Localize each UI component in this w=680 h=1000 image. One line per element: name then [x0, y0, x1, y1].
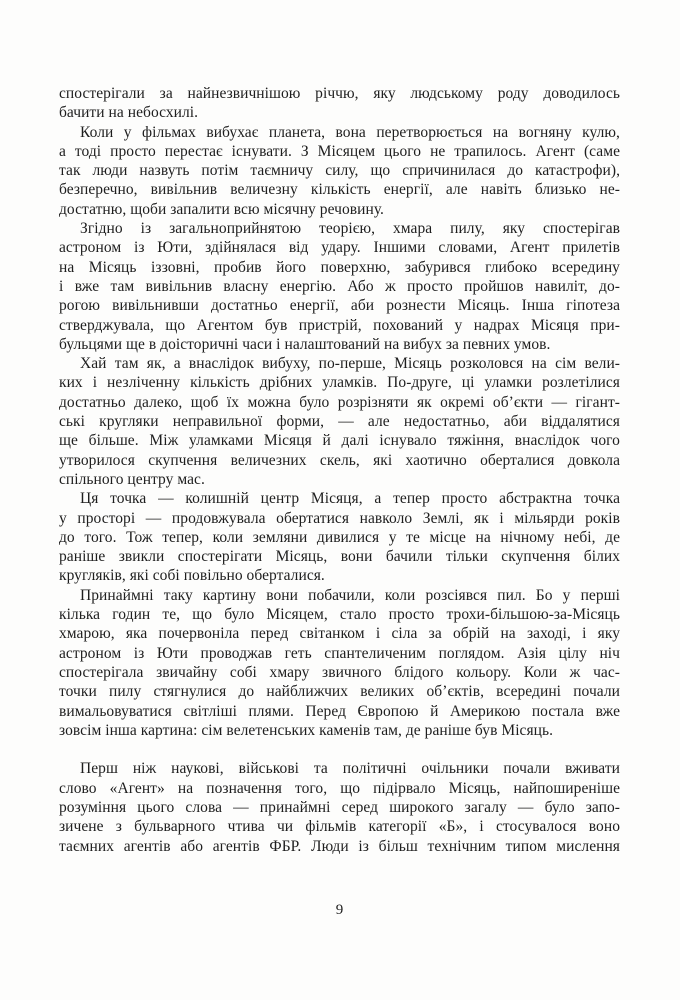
- text-line: ких і незліченну кількість дрібних уламків. По-друге, ці уламки розлетілися: [59, 374, 620, 392]
- text-line: Згідно із загальноприйнятою теорією, хмара пилу, яку спостерігав: [80, 220, 620, 238]
- text-line: а тоді просто перестає існувати. З Місяцем цього не трапилось. Агент (саме: [59, 142, 620, 160]
- text-line: утворилося скупчення величезних скель, які хаотично оберталися довкола: [59, 451, 620, 469]
- text-line: бульцями ще в доісторичні часи і налаштований на вибух за певних умов.: [59, 335, 551, 353]
- text-line: зичене з бульварного чтива чи фільмів категорії «Б», і стосувалося воно: [59, 818, 620, 836]
- paragraph: [59, 586, 620, 740]
- paragraph: [59, 219, 620, 354]
- text-line: на Місяць іззовні, пробив його поверхню, забурився глибоко всередину: [59, 258, 620, 276]
- text-line: Хай там як, а внаслідок вибуху, по-перше, Місяць розколовся на сім вели-: [80, 355, 620, 373]
- text-line: Принаймні таку картину вони побачили, коли розсіявся пил. Бо у перші: [80, 586, 620, 604]
- text-line: спільного центру мас.: [59, 470, 205, 488]
- text-block: [59, 84, 620, 856]
- text-line: раніше звикли спостерігати Місяць, вони бачили тільки скупчення білих: [59, 548, 620, 566]
- text-line: астроном із Юти, здійнялася від удару. Іншими словами, Агент прилетів: [59, 239, 620, 257]
- text-line: спостерігала звичайну собі хмару звичного блідого кольору. Коли ж час-: [59, 663, 620, 681]
- text-line: Ця точка — колишній центр Місяця, а тепер просто абстрактна точка: [80, 490, 620, 508]
- text-line: рогою вивільнивши достатньо енергії, аби рознести Місяць. Інша гіпотеза: [59, 297, 620, 315]
- text-line: зовсім інша картина: сім велетенських каменів там, де раніше був Місяць.: [59, 721, 554, 739]
- paragraph: [59, 354, 620, 489]
- text-line: бачити на небосхилі.: [59, 104, 199, 122]
- text-line: до того. Тож тепер, коли земляни дивилися у те місце на нічному небі, де: [59, 528, 620, 546]
- text-line: так люди назвуть потім таємничу силу, що спричинилася до катастрофи),: [59, 162, 620, 180]
- page-number: 9: [335, 902, 344, 918]
- paragraph: [59, 489, 620, 585]
- text-line: і вже там вивільнив власну енергію. Або ж просто пройшов навиліт, до-: [59, 277, 620, 295]
- text-line: точки пилу стягнулися до найближчих великих об’єктів, всередині почали: [59, 683, 620, 701]
- text-line: ські кругляки неправильної форми, — але недостатньо, аби віддалятися: [59, 413, 620, 431]
- text-line: таємних агентів або агентів ФБР. Люди із більш технічним типом мислення: [59, 837, 620, 855]
- text-line: достатньо далеко, щоб їх можна було розрізняти як окремі об’єкти — гігант-: [59, 393, 620, 411]
- paragraph: [59, 759, 620, 855]
- text-line: розуміння цього слова — принаймні серед широкого загалу — було запо-: [59, 798, 620, 816]
- text-line: слово «Агент» на позначення того, що підірвало Місяць, найпоширеніше: [59, 779, 620, 797]
- text-line: Коли у фільмах вибухає планета, вона перетворюється на вогняну кулю,: [80, 123, 620, 141]
- text-line: кругляків, які собі повільно оберталися.: [59, 567, 325, 585]
- paragraph: [59, 123, 620, 219]
- text-line: достатню, щоби запалити всю місячну речовину.: [59, 200, 384, 218]
- text-line: стверджувала, що Агентом був пристрій, похований у надрах Місяця при-: [59, 316, 620, 334]
- text-line: ще більше. Між уламками Місяця й далі існувало тяжіння, внаслідок чого: [59, 432, 620, 450]
- text-line: Перш ніж наукові, військові та політичні очільники почали вживати: [80, 760, 620, 778]
- text-line: астроном із Юти проводжав геть спантеличеним поглядом. Азія цілу ніч: [59, 644, 620, 662]
- text-line: вимальовуватися світліші плями. Перед Європою й Америкою постала вже: [59, 702, 620, 720]
- text-line: спостерігали за найнезвичнішою річчю, яку людському роду доводилось: [59, 85, 620, 102]
- text-line: кілька годин те, що було Місяцем, стало просто трохи-більшою-за-Місяць: [59, 606, 620, 624]
- paragraph: [59, 84, 620, 123]
- text-line: у просторі — продовжувала обертатися навколо Землі, як і мільярди років: [59, 509, 620, 527]
- text-line: хмарою, яка почервоніла перед світанком і сіла за обрій на заході, і яку: [59, 625, 620, 643]
- text-line: безперечно, вивільнив величезну кількість енергії, але навіть близько не-: [59, 181, 620, 199]
